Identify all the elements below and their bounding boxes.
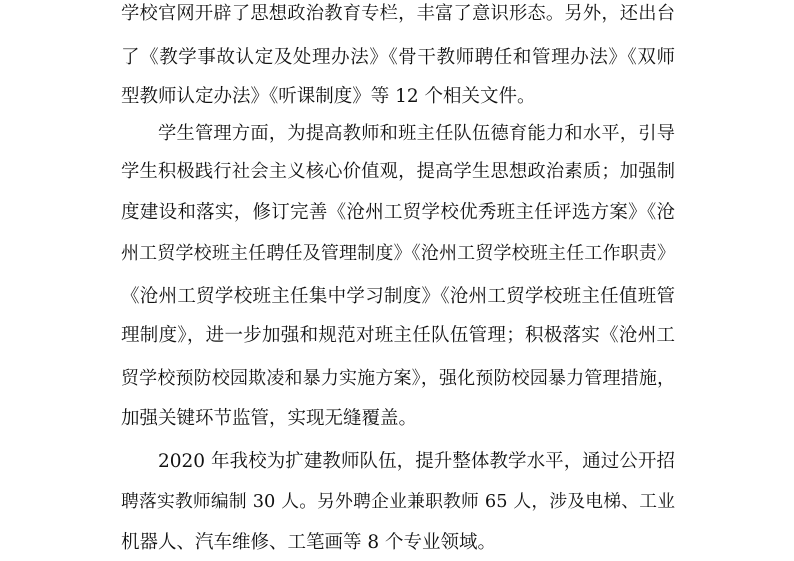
text-line: 了《教学事故认定及处理办法》《骨干教师聘任和管理办法》《双师	[121, 47, 675, 68]
text-line: 机器人、汽车维修、工笔画等 8 个专业领域。	[121, 532, 497, 553]
text-line: 加强关键环节监管，实现无缝覆盖。	[121, 408, 418, 429]
text-line: 州工贸学校班主任聘任及管理制度》《沧州工贸学校班主任工作职责》	[121, 243, 675, 264]
text-line: 《沧州工贸学校班主任集中学习制度》《沧州工贸学校班主任值班管	[121, 286, 675, 307]
text-line: 2020 年我校为扩建教师队伍，提升整体教学水平，通过公开招	[158, 451, 675, 472]
text-line: 学生管理方面，为提高教师和班主任队伍德育能力和水平，引导	[158, 123, 675, 144]
text-line: 型教师认定办法》《听课制度》等 12 个相关文件。	[121, 86, 536, 107]
text-line: 聘落实教师编制 30 人。另外聘企业兼职教师 65 人，涉及电梯、工业	[121, 492, 675, 512]
text-line: 贸学校预防校园欺凌和暴力实施方案》，强化预防校园暴力管理措施，	[121, 368, 675, 389]
text-line: 学校官网开辟了思想政治教育专栏，丰富了意识形态。另外，还出台	[121, 3, 675, 24]
text-line: 理制度》，进一步加强和规范对班主任队伍管理；积极落实《沧州工	[121, 325, 675, 346]
text-line: 学生积极践行社会主义核心价值观，提高学生思想政治素质；加强制	[121, 161, 675, 182]
text-line: 度建设和落实，修订完善《沧州工贸学校优秀班主任评选方案》《沧	[121, 202, 675, 223]
